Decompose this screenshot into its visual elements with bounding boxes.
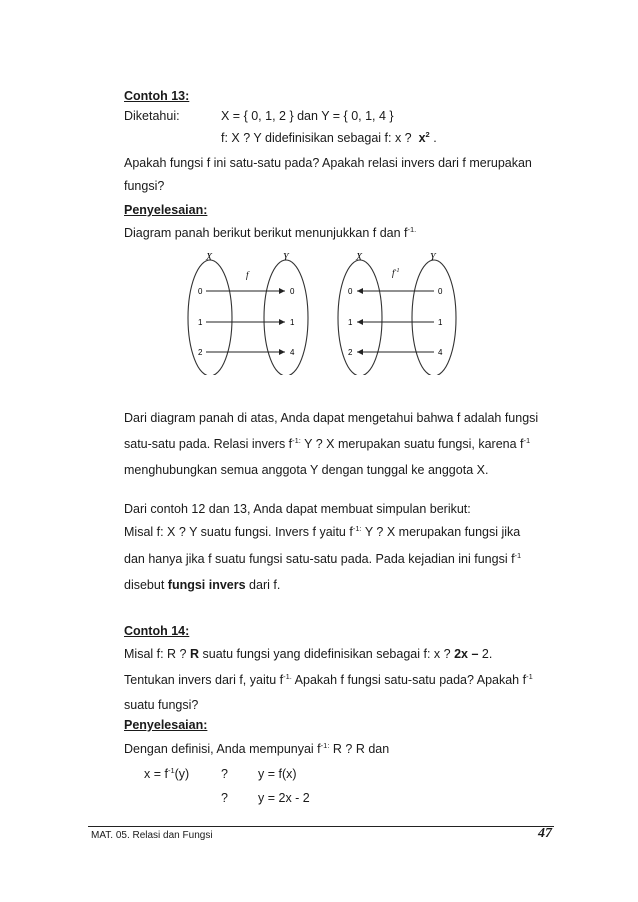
- right-f-sup: -1: [394, 268, 400, 274]
- eq1-b: (y): [174, 767, 190, 781]
- para2-line2-a: Misal f: X ? Y suatu fungsi. Invers f yaitu f: [124, 525, 353, 539]
- left-set-y-label: Y: [283, 252, 289, 263]
- diketahui-sets: X = { 0, 1, 2 } dan Y = { 0, 1, 4 }: [221, 109, 394, 123]
- x-squared: [419, 131, 430, 145]
- para2-sup: -1:: [352, 524, 362, 533]
- para2-line2: [124, 524, 520, 540]
- question-line-2: fungsi?: [124, 179, 165, 193]
- right-set-x-label: X: [356, 252, 363, 263]
- definition-line: [124, 741, 389, 757]
- solution-heading-13: Penyelesaian:: [124, 203, 208, 217]
- para2-line1: Dari contoh 12 dan 13, Anda dapat membuat simpulan berikut:: [124, 502, 471, 516]
- right-ellipse-y: [412, 260, 456, 375]
- diagram-f-inverse: [338, 252, 456, 375]
- left-ellipse-y: [264, 260, 308, 375]
- page-number: 47: [538, 826, 552, 841]
- diagram-f: [188, 252, 308, 375]
- arrow-diagrams: [180, 250, 460, 375]
- equation-2-rhs: y = 2x - 2: [258, 791, 310, 805]
- def-b: R ? R dan: [329, 742, 390, 756]
- para2-line4-a: disebut: [124, 578, 168, 592]
- para1-line2: [124, 436, 530, 452]
- eq1-sup: -1: [167, 766, 175, 775]
- contoh14-line2: [124, 672, 533, 688]
- para1-line2-b: Y ? X merupakan suatu fungsi, karena f: [300, 437, 524, 451]
- c14-formula: 2x –: [454, 647, 479, 661]
- para1-sup: -1:: [292, 436, 301, 445]
- diketahui-map: [221, 130, 437, 146]
- equation-1-symbol: ?: [221, 767, 228, 781]
- right-y0: 0: [438, 287, 443, 296]
- c14-line2-sup2: -1: [526, 672, 533, 681]
- para1-line1: Dari diagram panah di atas, Anda dapat mengetahui bahwa f adalah fungsi: [124, 411, 539, 425]
- para2-line3-sup: -1: [514, 551, 522, 560]
- period: .: [433, 131, 437, 145]
- solution-heading-14: Penyelesaian:: [124, 718, 208, 732]
- contoh14-line1: [124, 646, 492, 662]
- para2-line4-b: dari f.: [245, 578, 281, 592]
- c14-line1-c: 2.: [478, 647, 493, 661]
- right-y1: 1: [438, 318, 443, 327]
- diagram-caption: [124, 225, 416, 241]
- para1-line2-a: satu-satu pada. Relasi invers f: [124, 437, 293, 451]
- left-x2: 2: [198, 348, 203, 357]
- right-x0: 0: [348, 287, 353, 296]
- contoh14-line3: suatu fungsi?: [124, 698, 199, 712]
- right-f-label: [392, 268, 400, 278]
- diketahui-label: Diketahui:: [124, 109, 180, 123]
- def-a: Dengan definisi, Anda mempunyai f: [124, 742, 321, 756]
- right-f-text: f: [392, 268, 395, 278]
- right-x1: 1: [348, 318, 353, 327]
- question-line-1: Apakah fungsi f ini satu-satu pada? Apakah relasi invers dari f merupakan: [124, 156, 532, 170]
- diketahui-map-text: f: X ? Y didefinisikan sebagai f: x ?: [221, 131, 412, 145]
- left-x1: 1: [198, 318, 203, 327]
- equation-1-lhs: [144, 766, 189, 782]
- left-set-x-label: X: [206, 252, 213, 263]
- c14-codomain-r: R: [190, 647, 200, 661]
- para1-line3: menghubungkan semua anggota Y dengan tunggal ke anggota X.: [124, 463, 489, 477]
- left-y1: 1: [290, 318, 295, 327]
- x-var: x: [418, 131, 426, 145]
- c14-line2-b: Apakah f fungsi satu-satu pada? Apakah f: [291, 673, 527, 687]
- right-y4: 4: [438, 348, 443, 357]
- inverse-sup: -1.: [407, 225, 417, 234]
- def-sup: -1:: [320, 741, 330, 750]
- left-ellipse-x: [188, 260, 232, 375]
- diagram-caption-text: Diagram panah berikut berikut menunjukkan f dan f: [124, 226, 408, 240]
- para1-sup2: -1: [523, 436, 531, 445]
- left-y0: 0: [290, 287, 295, 296]
- c14-line1-b: suatu fungsi yang didefinisikan sebagai f: x ?: [199, 647, 455, 661]
- c14-line2-a: Tentukan invers dari f, yaitu f: [124, 673, 284, 687]
- equation-1-rhs: y = f(x): [258, 767, 297, 781]
- footer-module-title: MAT. 05. Relasi dan Fungsi: [91, 830, 213, 841]
- para2-line3: [124, 551, 521, 567]
- footer-rule: [88, 826, 554, 827]
- right-ellipse-x: [338, 260, 382, 375]
- para2-line2-b: Y ? X merupakan fungsi jika: [361, 525, 521, 539]
- para2-line4: [124, 577, 280, 593]
- left-x0: 0: [198, 287, 203, 296]
- square-exponent: 2: [425, 130, 430, 139]
- c14-line2-sup: -1.: [283, 672, 292, 681]
- left-y4: 4: [290, 348, 295, 357]
- c14-line1-a: Misal f: R ?: [124, 647, 190, 661]
- fungsi-invers-term: fungsi invers: [167, 578, 246, 592]
- para2-line3-a: dan hanya jika f suatu fungsi satu-satu pada. Pada kejadian ini fungsi f: [124, 552, 515, 566]
- equation-2-symbol: ?: [221, 791, 228, 805]
- right-set-y-label: Y: [430, 252, 436, 263]
- left-f-label: f: [246, 270, 249, 280]
- right-x2: 2: [348, 348, 353, 357]
- eq1-a: x = f: [144, 767, 168, 781]
- contoh14-heading: Contoh 14:: [124, 624, 190, 638]
- contoh13-heading: Contoh 13:: [124, 89, 190, 103]
